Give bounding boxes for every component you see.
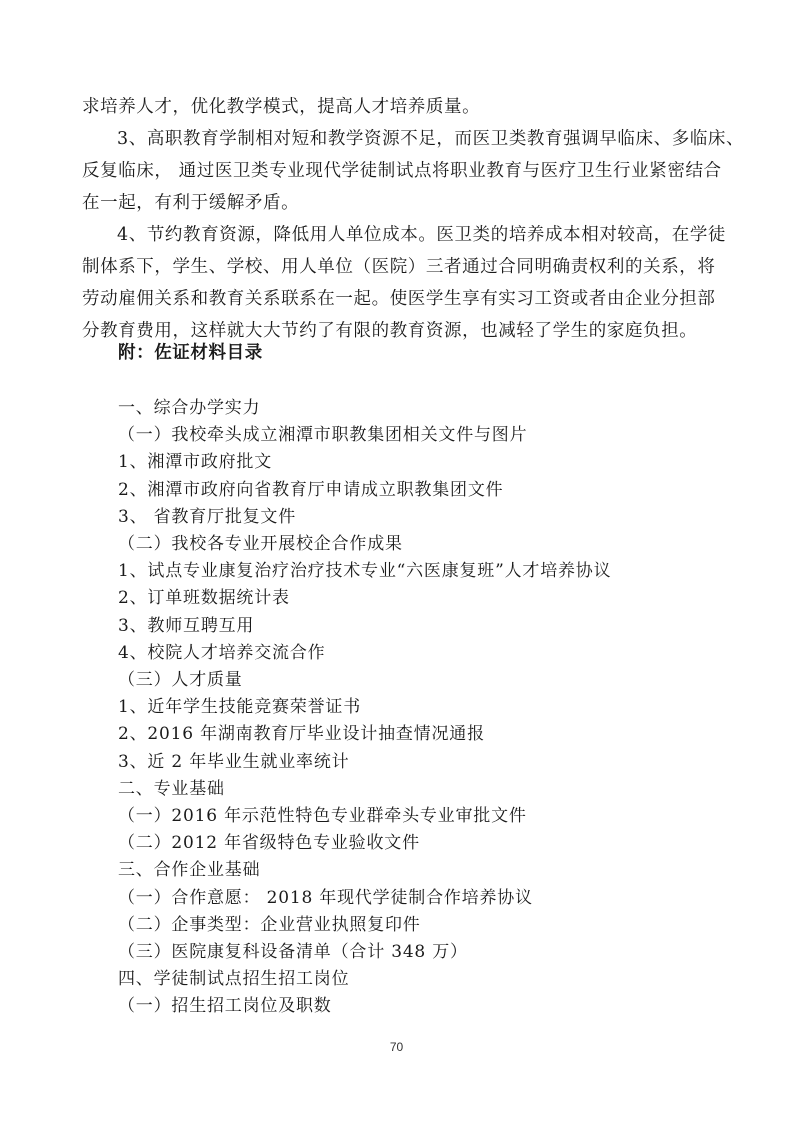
appendix-title: 附：佐证材料目录 bbox=[118, 343, 263, 363]
list-item: （二）2012 年省级特色专业验收文件 bbox=[118, 833, 420, 854]
list-item: 2、2016 年湖南教育厅毕业设计抽查情况通报 bbox=[118, 724, 485, 745]
list-item: （三）医院康复科设备清单（合计 348 万） bbox=[118, 942, 468, 963]
text-line: 反复临床， 通过医卫类专业现代学徒制试点将职业教育与医疗卫生行业紧密结合 bbox=[82, 161, 722, 181]
page-number: 70 bbox=[389, 1040, 404, 1054]
text-line: 劳动雇佣关系和教育关系联系在一起。使医学生享有实习工资或者由企业分担部 bbox=[82, 289, 716, 309]
list-item: （二）企事类型：企业营业执照复印件 bbox=[118, 914, 421, 935]
list-item: （一）我校牵头成立湘潭市职教集团相关文件与图片 bbox=[118, 425, 528, 446]
list-item: 1、湘潭市政府批文 bbox=[118, 452, 273, 473]
text-line: 求培养人才，优化教学模式，提高人才培养质量。 bbox=[82, 97, 481, 117]
list-item: 四、学徒制试点招生招工岗位 bbox=[118, 969, 350, 990]
list-item: 4、校院人才培养交流合作 bbox=[118, 642, 326, 663]
text-line: 制体系下，学生、学校、用人单位（医院）三者通过合同明确责权利的关系，将 bbox=[82, 257, 716, 277]
text-line: 4、节约教育资源，降低用人单位成本。医卫类的培养成本相对较高，在学徒 bbox=[117, 225, 727, 245]
text-line: 在一起，有利于缓解矛盾。 bbox=[82, 193, 300, 213]
list-item: （一）招生招工岗位及职数 bbox=[118, 996, 332, 1017]
list-item: 3、教师互聘互用 bbox=[118, 615, 255, 636]
text-line: 分教育费用，这样就大大节约了有限的教育资源，也减轻了学生的家庭负担。 bbox=[82, 321, 698, 341]
body-paragraph-3 bbox=[82, 123, 745, 219]
list-item: （一）2016 年示范性特色专业群牵头专业审批文件 bbox=[118, 806, 527, 827]
list-item: 1、近年学生技能竞赛荣誉证书 bbox=[118, 697, 362, 718]
list-item: （一）合作意愿： 2018 年现代学徒制合作培养协议 bbox=[118, 887, 533, 908]
list-item: 2、订单班数据统计表 bbox=[118, 588, 290, 609]
list-item: （二）我校各专业开展校企合作成果 bbox=[118, 534, 403, 555]
list-item: （三）人才质量 bbox=[118, 670, 243, 691]
body-paragraph-4 bbox=[82, 219, 727, 347]
text-line: 3、高职教育学制相对短和教学资源不足，而医卫类教育强调早临床、多临床、 bbox=[117, 129, 745, 149]
list-item: 2、湘潭市政府向省教育厅申请成立职教集团文件 bbox=[118, 479, 504, 500]
list-item: 3、近 2 年毕业生就业率统计 bbox=[118, 751, 350, 772]
list-item: 三、合作企业基础 bbox=[118, 860, 261, 881]
body-paragraph-continuation bbox=[82, 91, 722, 123]
list-item: 一、综合办学实力 bbox=[118, 398, 261, 418]
list-item: 3、 省教育厅批复文件 bbox=[118, 506, 297, 527]
list-item: 1、试点专业康复治疗治疗技术专业“六医康复班”人才培养协议 bbox=[118, 561, 612, 582]
evidence-materials-list bbox=[118, 395, 718, 1021]
list-item: 二、专业基础 bbox=[118, 778, 225, 799]
